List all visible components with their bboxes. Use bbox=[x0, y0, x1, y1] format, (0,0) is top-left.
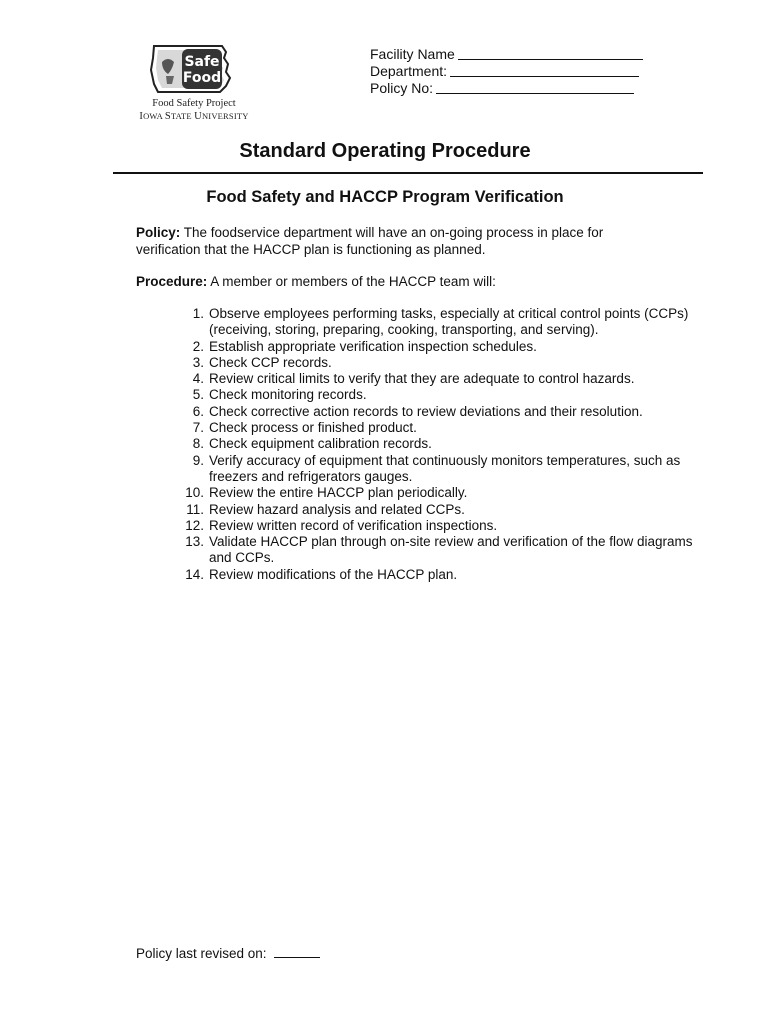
list-item: 11. Review hazard analysis and related CCPs. bbox=[186, 501, 465, 517]
logo-caption-university: IOWA STATE UNIVERSITY bbox=[139, 111, 249, 122]
list-item: 8. Check equipment calibration records. bbox=[192, 436, 432, 452]
policy-revised-label: Policy last revised on: bbox=[136, 946, 267, 961]
policy-paragraph bbox=[136, 224, 656, 258]
page-title: Standard Operating Procedure bbox=[239, 140, 531, 162]
list-item: 3. Check CCP records. bbox=[192, 354, 332, 370]
procedure-paragraph bbox=[136, 273, 496, 290]
list-item: 4. Review critical limits to verify that they are adequate to control hazards. bbox=[192, 371, 635, 387]
policy-label: Policy: bbox=[136, 225, 181, 240]
list-item: 14. Review modifications of the HACCP plan. bbox=[185, 566, 458, 582]
department-label: Department: bbox=[370, 63, 448, 79]
list-item: 9. Verify accuracy of equipment that continuously monitors temperatures, such as freezers and refrigerators gauges. bbox=[192, 452, 681, 484]
facility-name-row bbox=[370, 46, 643, 63]
list-item: 5. Check monitoring records. bbox=[192, 387, 367, 403]
policy-revised-footer bbox=[136, 945, 320, 961]
badge-line2: Food bbox=[182, 70, 222, 86]
policy-no-label: Policy No: bbox=[370, 80, 434, 96]
iowa-safe-food-emblem-icon bbox=[148, 40, 234, 98]
policy-text: The foodservice department will have an on-going process in place for verification that the HACCP plan is functioning as planned. bbox=[136, 225, 604, 257]
page-subtitle: Food Safety and HACCP Program Verification bbox=[206, 188, 564, 206]
list-item: 7. Check process or finished product. bbox=[192, 420, 417, 436]
policy-revised-field[interactable] bbox=[274, 945, 320, 958]
facility-name-label: Facility Name bbox=[370, 46, 455, 62]
department-row bbox=[370, 63, 643, 80]
department-field[interactable] bbox=[450, 63, 639, 77]
list-item: 1. Observe employees performing tasks, especially at critical control points (CCPs) (receiving, storing, preparing, cooking, transporting, and serving). bbox=[192, 306, 689, 338]
logo-caption-project: Food Safety Project bbox=[152, 98, 236, 109]
facility-info-block bbox=[370, 46, 643, 97]
procedure-text: A member or members of the HACCP team will: bbox=[210, 274, 496, 289]
policy-no-row bbox=[370, 80, 643, 97]
badge-line1: Safe bbox=[184, 54, 220, 70]
title-divider bbox=[113, 172, 703, 174]
list-item: 12. Review written record of verification inspections. bbox=[185, 517, 498, 533]
list-item: 13. Validate HACCP plan through on-site review and verification of the flow diagrams and CCPs. bbox=[185, 534, 693, 566]
list-item: 6. Check corrective action records to review deviations and their resolution. bbox=[192, 403, 643, 419]
safe-food-logo bbox=[134, 40, 254, 124]
procedure-steps-list bbox=[170, 306, 710, 583]
procedure-label: Procedure: bbox=[136, 274, 208, 289]
list-item: 10. Review the entire HACCP plan periodically. bbox=[185, 485, 468, 501]
policy-no-field[interactable] bbox=[436, 80, 634, 94]
facility-name-field[interactable] bbox=[458, 46, 643, 60]
list-item: 2. Establish appropriate verification inspection schedules. bbox=[192, 338, 537, 354]
